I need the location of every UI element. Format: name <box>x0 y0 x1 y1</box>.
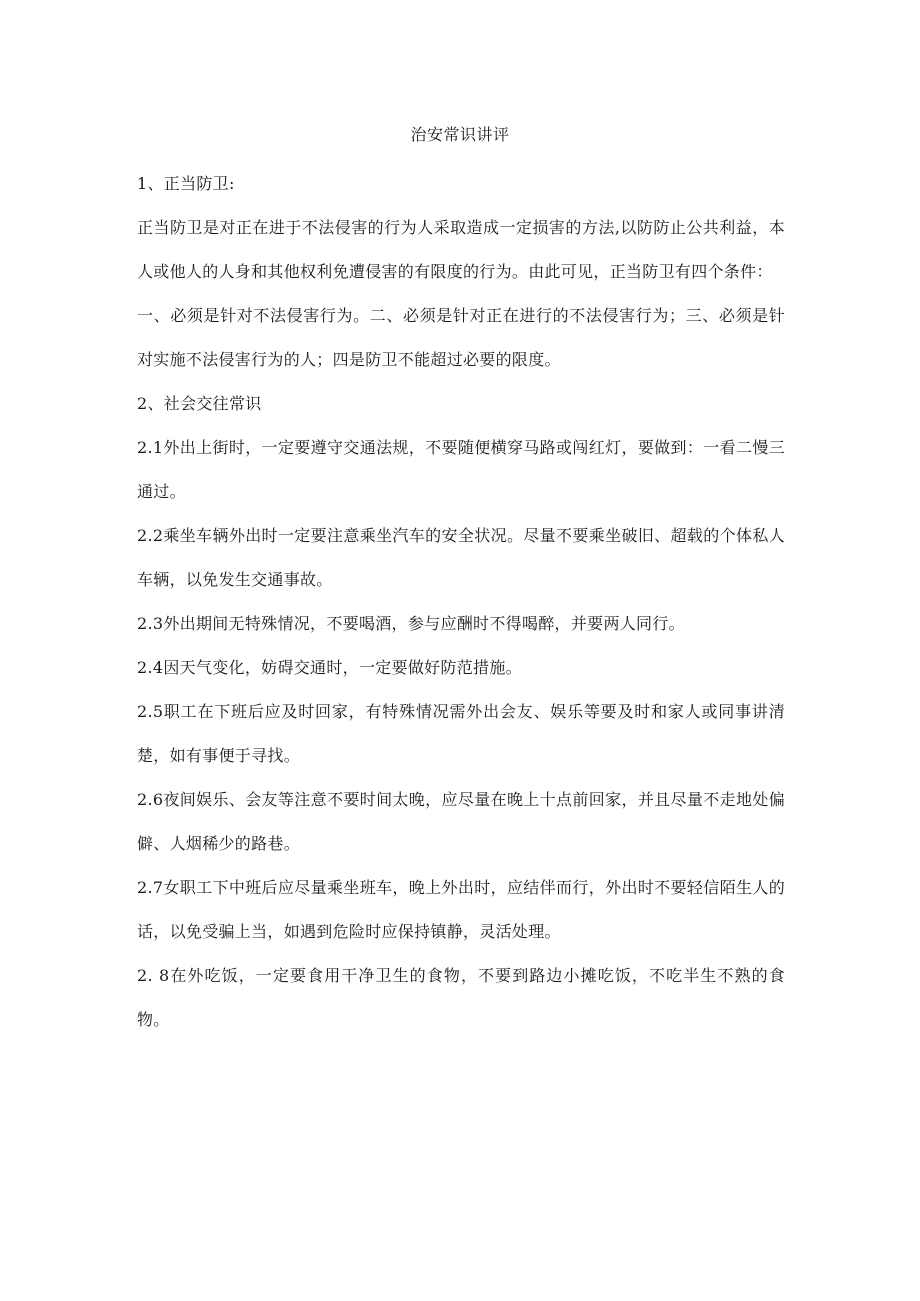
list-item-2-6: 2.6夜间娱乐、会友等注意不要时间太晚，应尽量在晚上十点前回家，并且尽量不走地处偏僻、人烟稀少的路巷。 <box>137 790 785 853</box>
list-item-2-3: 2.3外出期间无特殊情况，不要喝酒，参与应酬时不得喝醉，并要两人同行。 <box>137 614 685 633</box>
paragraph-self-defense-definition: 正当防卫是对正在进于不法侵害的行为人采取造成一定损害的方法,以防防止公共利益，本人或他人的人身和其他权利免遭侵害的有限度的行为。由此可见，正当防卫有四个条件： <box>137 218 785 281</box>
document-title: 治安常识讲评 <box>410 125 510 144</box>
paragraph-self-defense-conditions: 一、必须是针对不法侵害行为。二、必须是针对正在进行的不法侵害行为；三、必须是针对实施不法侵害行为的人；四是防卫不能超过必要的限度。 <box>137 306 785 369</box>
list-item-2-2: 2.2乘坐车辆外出时一定要注意乘坐汽车的安全状况。尽量不要乘坐破旧、超载的个体私人车辆，以免发生交通事故。 <box>137 526 785 589</box>
list-item-2-4: 2.4因天气变化，妨碍交通时，一定要做好防范措施。 <box>137 658 522 677</box>
section-heading-self-defense: 1、正当防卫: <box>137 174 235 193</box>
list-item-2-1: 2.1外出上街时，一定要遵守交通法规，不要随便横穿马路或闯红灯，要做到：一看二慢三通过。 <box>137 438 785 501</box>
section-heading-social-interaction: 2、社会交往常识 <box>137 394 262 413</box>
list-item-2-7: 2.7女职工下中班后应尽量乘坐班车，晚上外出时，应结伴而行，外出时不要轻信陌生人的话，以免受骗上当，如遇到危险时应保持镇静，灵活处理。 <box>137 878 785 941</box>
list-item-2-8: 2. 8在外吃饭，一定要食用干净卫生的食物，不要到路边小摊吃饭，不吃半生不熟的食物。 <box>137 966 785 1029</box>
document-body <box>137 162 785 1042</box>
list-item-2-5: 2.5职工在下班后应及时回家，有特殊情况需外出会友、娱乐等要及时和家人或同事讲清楚，如有事便于寻找。 <box>137 702 785 765</box>
